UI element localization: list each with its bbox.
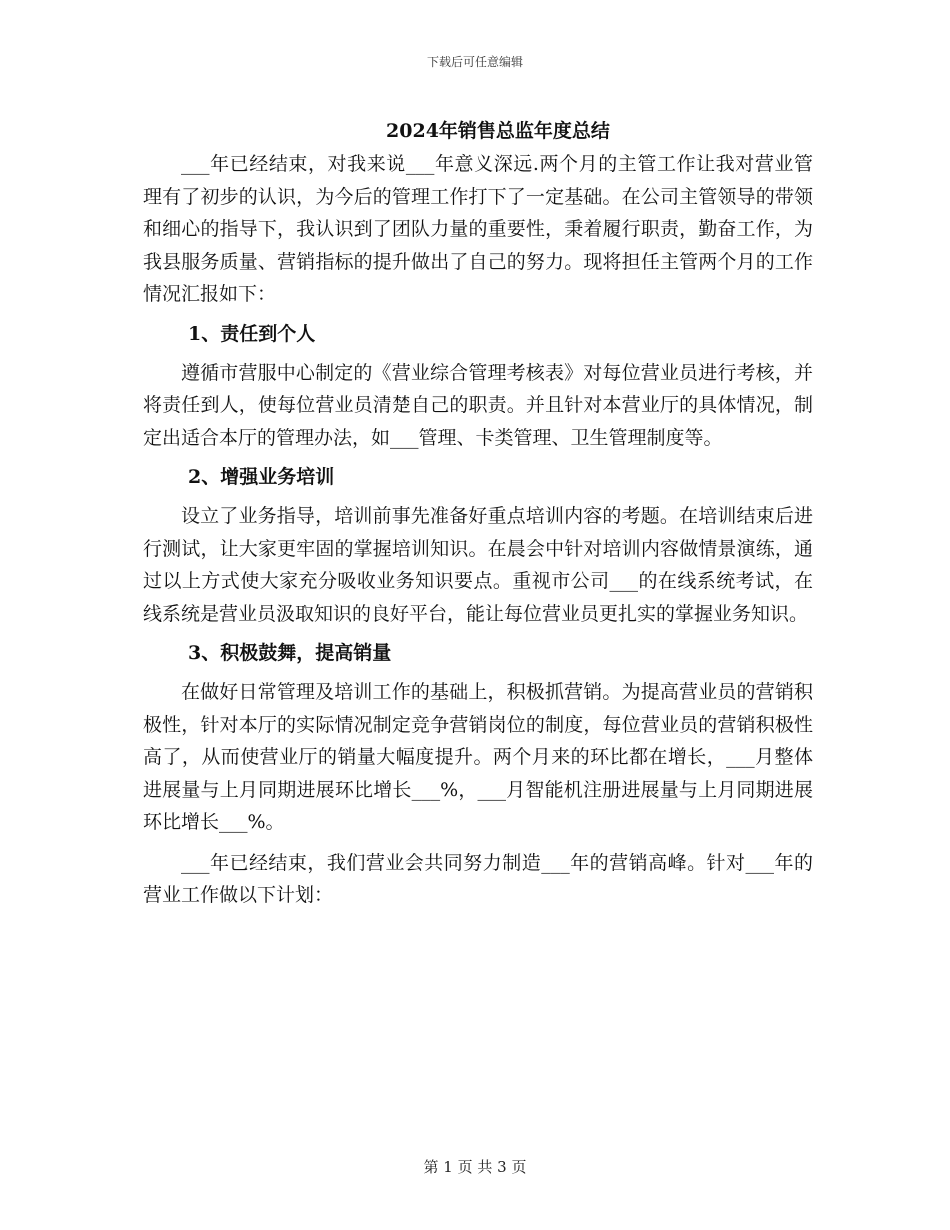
section-body-1: 遵循市营服中心制定的《营业综合管理考核表》对每位营业员进行考核，并将责任到人，使每位营业员清楚自己的职责。并且针对本营业厅的具体情况，制定出适合本厅的管理办法，如___管理、卡类管理、卫生管理制度等。	[143, 361, 813, 449]
section-heading-2: 2、增强业务培训	[188, 466, 335, 488]
page-number-footer: 第 1 页 共 3 页	[423, 1158, 527, 1176]
page-header-note: 下载后可任意编辑	[426, 55, 523, 69]
section-heading-3: 3、积极鼓舞，提高销量	[188, 642, 392, 664]
section-body-2: 设立了业务指导，培训前事先准备好重点培训内容的考题。在培训结束后进行测试，让大家更牢固的掌握培训知识。在晨会中针对培训内容做情景演练，通过以上方式使大家充分吸收业务知识要点。重视市公司___的在线系统考试，在线系统是营业员汲取知识的良好平台，能让每位营业员更扎实的掌握业务知识。	[143, 505, 813, 625]
closing-paragraph: ___年已经结束，我们营业会共同努力制造___年的营销高峰。针对___年的营业工作做以下计划：	[143, 851, 813, 906]
section-heading-1: 1、责任到个人	[188, 322, 316, 345]
document-title: 2024年销售总监年度总结	[386, 120, 610, 142]
document-body	[143, 148, 813, 912]
intro-paragraph: ___年已经结束，对我来说___年意义深远.两个月的主管工作让我对营业管理有了初步的认识，为今后的管理工作打下了一定基础。在公司主管领导的带领和细心的指导下，我认识到了团队力量的重要性，秉着履行职责，勤奋工作，为我县服务质量、营销指标的提升做出了自己的努力。现将担任主管两个月的工作情况汇报如下：	[143, 153, 813, 305]
section-body-3: 在做好日常管理及培训工作的基础上，积极抓营销。为提高营业员的营销积极性，针对本厅的实际情况制定竞争营销岗位的制度，每位营业员的营销积极性高了，从而使营业厅的销量大幅度提升。两个月来的环比都在增长，___月整体进展量与上月同期进展环比增长___%，___月智能机注册进展量与上月同期进展环比增长___%。	[143, 681, 813, 833]
